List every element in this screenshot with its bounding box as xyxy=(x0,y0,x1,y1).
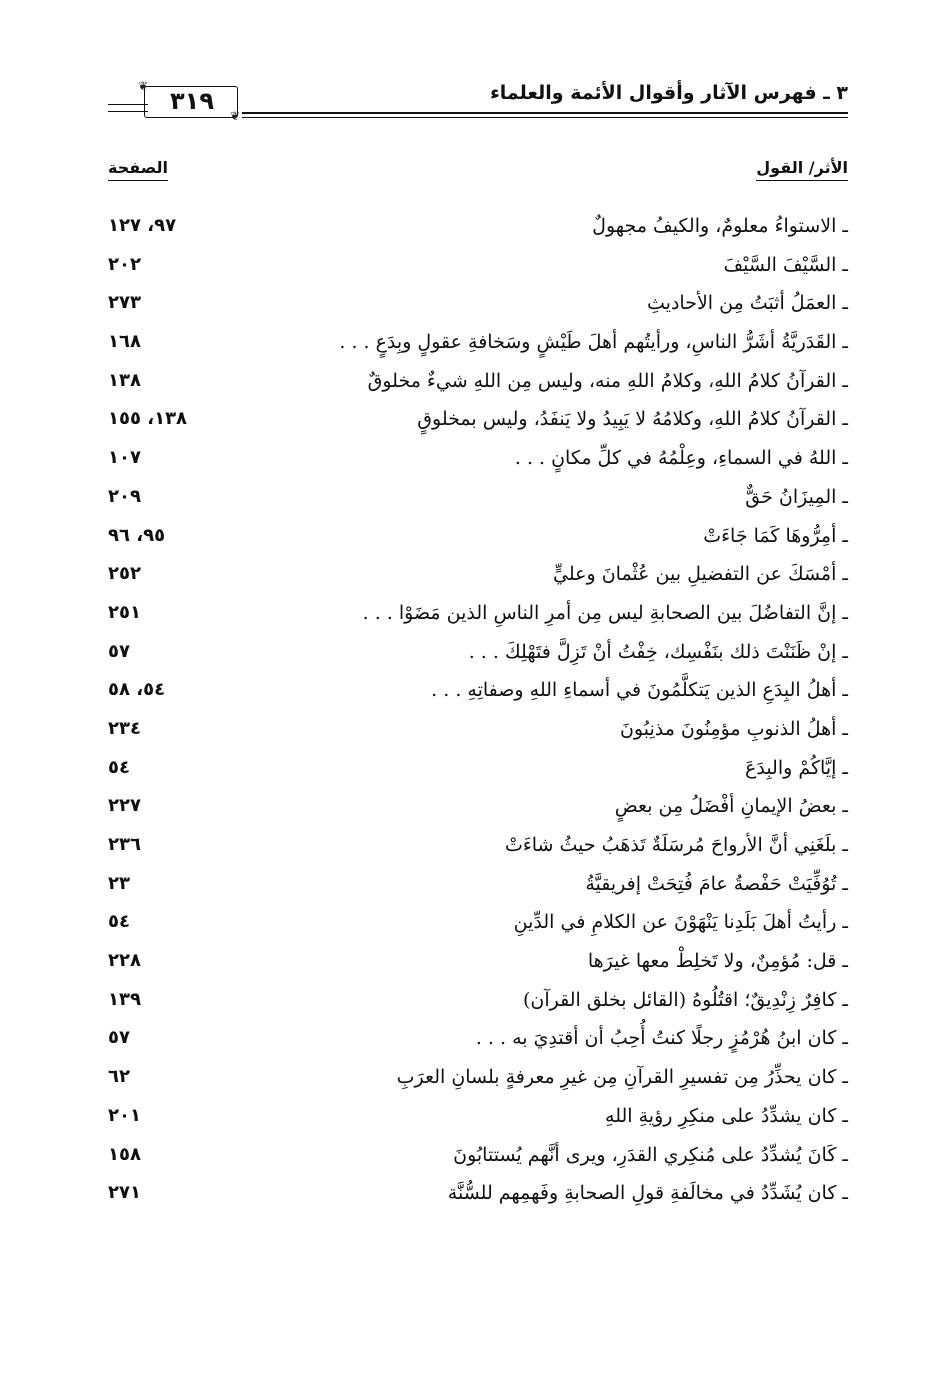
entry-text: ـ كافِرٌ زِنْدِيقٌ؛ اقتُلُوهُ (القائل بخلق القرآن) xyxy=(522,988,848,1011)
entry-text: ـ المِيزَانُ حَقٌّ xyxy=(745,485,848,508)
entry-page-numbers: ٩٥، ٩٦ xyxy=(108,524,166,546)
entry-page-numbers: ٢٠٩ xyxy=(108,485,141,507)
index-entry xyxy=(0,1178,928,1217)
header-rule xyxy=(242,112,848,114)
index-entry xyxy=(0,637,928,676)
index-entry xyxy=(0,830,928,869)
entry-page-numbers: ١٥٨ xyxy=(108,1143,141,1165)
entry-text: ـ القرآنُ كلامُ اللهِ، وكلامُ اللهِ منه، وليس مِن اللهِ شيءٌ مخلوقٌ xyxy=(367,369,848,392)
entry-text: ـ أمْسَكَ عن التفضيلِ بين عُثْمانَ وعليٍّ xyxy=(553,563,848,586)
entry-page-numbers: ٥٧ xyxy=(108,1027,130,1049)
entry-page-numbers: ٢٠٢ xyxy=(108,253,141,275)
index-entry xyxy=(0,366,928,405)
entry-text: ـ السَّيْفَ السَّيْفَ xyxy=(723,253,848,276)
entry-text: ـ كان ابنُ هُرْمُزٍ رجلًا كنتُ أُحِبُ أن أقتدِيَ به . . . xyxy=(475,1027,848,1050)
flourish-icon: ❦ xyxy=(230,109,241,123)
page-number: ٣١٩ xyxy=(170,87,214,115)
index-entries xyxy=(0,211,928,1217)
entry-page-numbers: ٥٧ xyxy=(108,640,130,662)
entry-page-numbers: ٢٥١ xyxy=(108,601,141,623)
index-entry xyxy=(0,1101,928,1140)
quote-column-header: الأثر/ القول xyxy=(756,158,848,181)
entry-page-numbers: ٢٣ xyxy=(108,872,130,894)
index-entry xyxy=(0,482,928,521)
entry-page-numbers: ٢٠١ xyxy=(108,1104,141,1126)
entry-page-numbers: ٢٥٢ xyxy=(108,563,141,585)
entry-text: ـ القَدَريَّةُ أشَرُّ الناسِ، ورأيتُهم أهلَ طَيْشٍ وسَخافةِ عقولٍ وبِدَعٍ . . . xyxy=(339,331,848,354)
frame-ornament-lines xyxy=(108,104,148,112)
index-entry xyxy=(0,1023,928,1062)
entry-page-numbers: ٥٤ xyxy=(108,911,130,933)
index-entry xyxy=(0,443,928,482)
entry-text: ـ بعضُ الإيمانِ أفْضَلُ مِن بعضٍ xyxy=(614,795,848,818)
index-entry xyxy=(0,985,928,1024)
entry-page-numbers: ٢٣٤ xyxy=(108,717,141,739)
index-entry xyxy=(0,250,928,289)
index-entry xyxy=(0,521,928,560)
entry-text: ـ رأيتُ أهلَ بَلَدِنا يَنْهَوْنَ عن الكلامِ في الدِّينِ xyxy=(513,911,848,934)
index-entry xyxy=(0,1062,928,1101)
index-entry xyxy=(0,907,928,946)
entry-page-numbers: ٩٧، ١٢٧ xyxy=(108,215,177,236)
header-rule-thin xyxy=(242,117,848,118)
index-entry xyxy=(0,791,928,830)
entry-text: ـ تُوُفِّيَتْ حَفْصةُ عامَ فُتِحَتْ إفريقيَّةُ xyxy=(585,872,848,895)
index-entry xyxy=(0,946,928,985)
entry-page-numbers: ٢٢٨ xyxy=(108,950,141,972)
flourish-icon: ❦ xyxy=(138,79,149,93)
entry-text: ـ قل: مُؤمِنٌ، ولا تَخلِطْ معها غيرَها xyxy=(587,950,848,973)
entry-text: ـ بلَغَنِي أنَّ الأرواحَ مُرسَلَةٌ تَذهَبُ حيثُ شاءَتْ xyxy=(504,834,848,856)
index-entry xyxy=(0,404,928,443)
entry-page-numbers: ٢٧٣ xyxy=(108,292,141,314)
entry-text: ـ القرآنُ كلامُ اللهِ، وكلامُهُ لا يَبِيدُ ولا يَنفَدُ، وليس بمخلوقٍ xyxy=(417,408,848,431)
entry-text: ـ أهلُ الذنوبِ مؤمِنُونَ مذنِبُونَ xyxy=(619,717,848,740)
index-entry xyxy=(0,559,928,598)
index-entry xyxy=(0,327,928,366)
entry-text: ـ العمَلُ أثبَتُ مِن الأحاديثِ xyxy=(647,292,848,315)
index-entry xyxy=(0,1140,928,1179)
index-entry xyxy=(0,714,928,753)
entry-text: ـ الاستواءُ معلومٌ، والكيفُ مجهولٌ xyxy=(592,215,848,237)
entry-page-numbers: ١٣٩ xyxy=(108,988,141,1010)
entry-page-numbers: ١٣٨، ١٥٥ xyxy=(108,408,188,430)
entry-page-numbers: ١٦٨ xyxy=(108,331,141,353)
entry-page-numbers: ٥٤ xyxy=(108,756,130,778)
entry-text: ـ اللهُ في السماءِ، وعِلْمُهُ في كلِّ مكانٍ . . . xyxy=(514,447,848,470)
page-number-frame xyxy=(108,80,240,126)
entry-page-numbers: ٢٣٦ xyxy=(108,834,141,855)
entry-text: ـ إنْ ظَنَنْتَ ذلك بنَفْسِك، خِفْتُ أنْ تَزِلَّ فتَهْلِكَ . . . xyxy=(468,640,848,663)
entry-page-numbers: ٢٢٧ xyxy=(108,795,141,817)
entry-text: ـ أهلُ البِدَعِ الذين يَتكلَّمُونَ في أسماءِ اللهِ وصفاتِهِ . . . xyxy=(431,679,848,702)
entry-page-numbers: ٦٢ xyxy=(108,1066,130,1088)
entry-page-numbers: ١٠٧ xyxy=(108,447,141,469)
index-entry xyxy=(0,753,928,792)
index-entry xyxy=(0,211,928,250)
entry-page-numbers: ٥٤، ٥٨ xyxy=(108,679,166,701)
entry-text: ـ كَانَ يُشدِّدُ على مُنكِري القدَرِ، ويرى أنَّهم يُستتابُونَ xyxy=(453,1143,848,1166)
index-entry xyxy=(0,598,928,637)
index-entry xyxy=(0,288,928,327)
entry-page-numbers: ١٣٨ xyxy=(108,369,141,391)
index-entry xyxy=(0,675,928,714)
running-title: ٣ ـ فهرس الآثار وأقوال الأئمة والعلماء xyxy=(490,82,848,104)
entry-text: ـ كان يحذِّرُ مِن تفسيرِ القرآنِ مِن غيرِ معرفةٍ بلسانِ العرَبِ xyxy=(396,1066,848,1089)
entry-text: ـ إيَّاكُمْ والبِدَعَ xyxy=(745,756,848,779)
entry-text: ـ إنَّ التفاضُلَ بين الصحابةِ ليس مِن أمرِ الناسِ الذين مَضَوْا . . . xyxy=(362,601,848,624)
entry-text: ـ أمِرُّوهَا كَمَا جَاءَتْ xyxy=(703,524,848,547)
page-column-header: الصفحة xyxy=(108,158,168,181)
index-entry xyxy=(0,869,928,908)
entry-page-numbers: ٢٧١ xyxy=(108,1182,141,1204)
entry-text: ـ كان يشدِّدُ على منكِرِ رؤيةِ اللهِ xyxy=(605,1104,848,1127)
entry-text: ـ كان يُشَدِّدُ في مخالَفةِ قولِ الصحابةِ وفَهمِهم للسُّنَّة xyxy=(447,1182,848,1205)
